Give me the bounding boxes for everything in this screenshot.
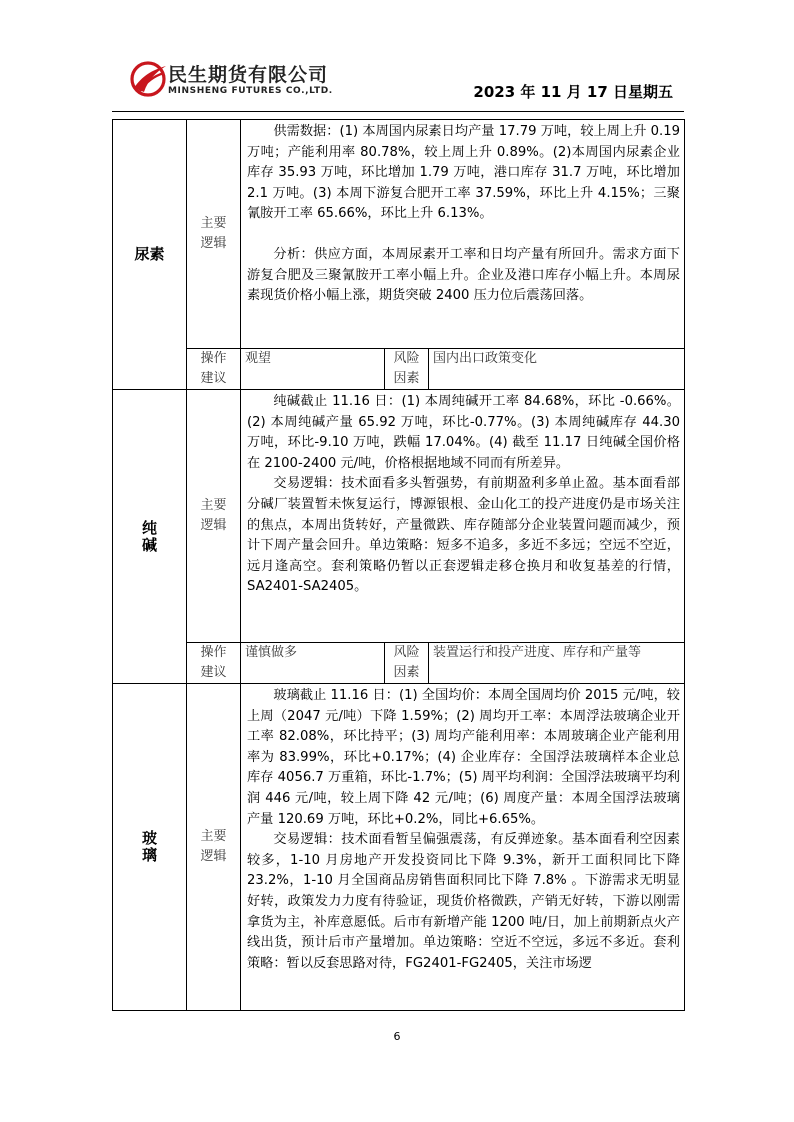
glass-logic-row bbox=[113, 684, 685, 1011]
urea-logic-row bbox=[113, 120, 685, 349]
urea-supply-demand-paragraph: 供需数据：(1) 本周国内尿素日均产量 17.79 万吨，较上周上升 0.19 万吨；产能利用率 80.78%，较上周上升 0.89%。(2)本周国内尿素企业库存 35.93 万吨，环比增加 1.79 万吨，港口库存 31.7 万吨，环比增加 2.1 万吨。(3) 本周下游复合肥开工率 37.59%，环比上升 4.15%；三聚氰胺开工率 65.66%，环比上升 6.13%。 bbox=[247, 124, 680, 222]
urea-analysis-paragraph: 分析：供应方面，本周尿素开工率和日均产量有所回升。需求方面下游复合肥及三聚氰胺开工率小幅上升。企业及港口库存小幅上升。本周尿素现货价格小幅上涨，期货突破 2400 压力位后震荡回落。 bbox=[247, 246, 680, 304]
soda-operation-value: 谨慎做多 bbox=[241, 643, 385, 684]
strategy-table bbox=[112, 119, 685, 1011]
soda-trading-logic-paragraph: 交易逻辑：技术面看多头暂强势，有前期盈利多单止盈。基本面看部分碱厂装置暂未恢复运行，博源银根、金山化工的投产进度仍是市场关注的焦点，本周出货转好，产量微跌、库存随部分企业装置问题而减少，预计下周产量会回升。单边策略：短多不追多，多近不多远；空远不空近，远月逢高空。套利策略仍暂以正套逻辑走移仓换月和收复基差的行情，SA2401-SA2405。 bbox=[247, 476, 680, 595]
soda-risk-value: 装置运行和投产进度、库存和产量等 bbox=[429, 643, 685, 684]
logic-label bbox=[187, 390, 241, 643]
product-label: 纯碱 bbox=[141, 518, 157, 554]
risk-label-text: 风险因素 bbox=[393, 351, 420, 386]
urea-risk-value: 国内出口政策变化 bbox=[429, 349, 685, 390]
risk-label-text: 风险因素 bbox=[393, 645, 420, 680]
glass-logic-cell bbox=[241, 684, 685, 1011]
operation-label bbox=[187, 349, 241, 390]
product-label: 玻璃 bbox=[141, 829, 157, 864]
soda-logic-cell bbox=[241, 390, 685, 643]
report-date: 2023 年 11 月 17 日星期五 bbox=[473, 83, 673, 101]
soda-operation-row bbox=[113, 643, 685, 684]
page-number: 6 bbox=[393, 1030, 401, 1043]
company-logo bbox=[128, 58, 368, 102]
company-name-cn: 民生期货有限公司 bbox=[168, 64, 329, 86]
logic-label-text: 主要逻辑 bbox=[200, 829, 227, 864]
minsheng-logo-icon bbox=[128, 58, 168, 98]
logic-label bbox=[187, 684, 241, 1011]
operation-label bbox=[187, 643, 241, 684]
risk-label bbox=[385, 349, 429, 390]
logic-label bbox=[187, 120, 241, 349]
product-name-soda-ash bbox=[113, 390, 187, 684]
operation-label-text: 操作建议 bbox=[200, 645, 227, 680]
company-name-en: MINSHENG FUTURES CO.,LTD. bbox=[168, 86, 333, 96]
product-name-urea bbox=[113, 120, 187, 390]
glass-data-paragraph: 玻璃截止 11.16 日：(1) 全国均价：本周全国周均价 2015 元/吨，较上周（2047 元/吨）下降 1.59%；(2) 周均开工率：本周浮法玻璃企业开工率 82.08%，环比持平；(3) 周均产能利用率：本周玻璃企业产能利用率为 83.99%，环比+0.17%；(4) 企业库存：全国浮法玻璃样本企业总库存 4056.7 万重箱，环比-1.7%；(5) 周平均利润：全国浮法玻璃平均利润 446 元/吨，较上周下降 42 元/吨；(6) 周度产量：本周全国浮法玻璃产量 120.69 万吨，环比+0.2%，同比+6.65%。 bbox=[247, 688, 680, 827]
urea-logic-cell bbox=[241, 120, 685, 349]
product-name-glass bbox=[113, 684, 187, 1011]
product-label: 尿素 bbox=[134, 245, 165, 263]
logic-label-text: 主要逻辑 bbox=[200, 216, 227, 251]
soda-logic-row bbox=[113, 390, 685, 643]
risk-label bbox=[385, 643, 429, 684]
operation-label-text: 操作建议 bbox=[200, 351, 227, 386]
glass-trading-logic-paragraph: 交易逻辑：技术面看暂呈偏强震荡，有反弹迹象。基本面看利空因素较多，1-10 月房地产开发投资同比下降 9.3%，新开工面积同比下降 23.2%，1-10 月全国商品房销售面积同比下降 7.8% 。下游需求无明显好转，政策发力力度有待验证，现货价格微跌，产销无好转，下游以刚需拿货为主，补库意愿低。后市有新增产能 1200 吨/日，加上前期新点火产线出货，预计后市产量增加。单边策略：空近不空远，多远不多近。套利策略：暂以反套思路对待，FG2401-FG2405，关注市场逻 bbox=[247, 832, 680, 971]
logic-label-text: 主要逻辑 bbox=[200, 498, 227, 533]
soda-data-paragraph: 纯碱截止 11.16 日：(1) 本周纯碱开工率 84.68%，环比 -0.66%。(2) 本周纯碱产量 65.92 万吨，环比-0.77%。(3) 本周纯碱库存 44.30 万吨，环比-9.10 万吨，跌幅 17.04%。(4) 截至 11.17 日纯碱全国价格在 2100-2400 元/吨，价格根据地域不同而有所差异。 bbox=[247, 394, 680, 471]
header-divider bbox=[112, 111, 684, 112]
urea-operation-row bbox=[113, 349, 685, 390]
urea-operation-value: 观望 bbox=[241, 349, 385, 390]
